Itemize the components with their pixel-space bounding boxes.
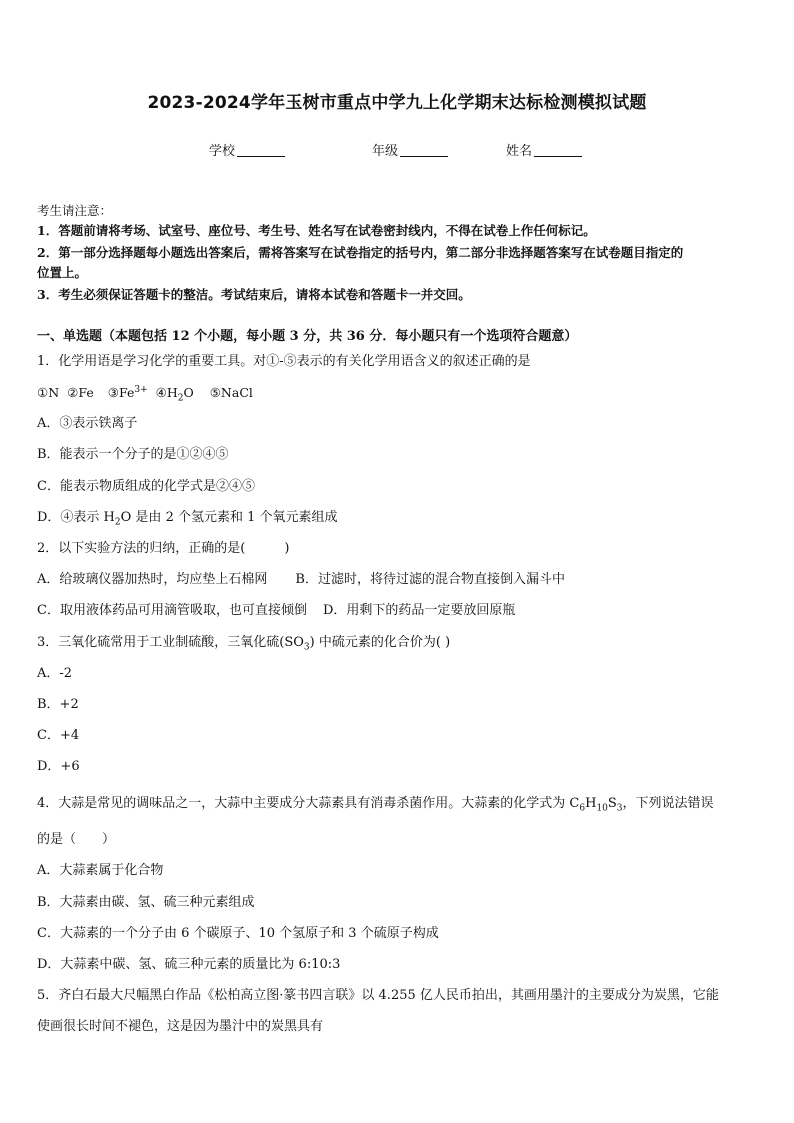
question-1-option-c: C．能表示物质组成的化学式是②④⑤ bbox=[37, 479, 255, 494]
question-4-stem-line-2: 的是（ ） bbox=[37, 832, 116, 847]
question-3-option-a: A．-2 bbox=[37, 666, 73, 681]
name-field bbox=[506, 140, 582, 159]
symbol-1: ①N bbox=[37, 385, 60, 400]
question-2-option-c: C．取用液体药品可用滴管吸取，也可直接倾倒 bbox=[37, 603, 307, 618]
name-label: 姓名 bbox=[506, 144, 533, 159]
question-2-option-d: D．用剩下的药品一定要放回原瓶 bbox=[322, 603, 516, 618]
question-3-option-b: B．+2 bbox=[37, 697, 79, 712]
question-1-symbols bbox=[37, 384, 758, 402]
school-field bbox=[209, 140, 285, 159]
notice-item-1: 1．答题前请将考场、试室号、座位号、考生号、姓名写在试卷密封线内，不得在试卷上作任何标记。 bbox=[37, 223, 596, 238]
symbol-2: ②Fe bbox=[67, 385, 94, 400]
question-1-option-a: A．③表示铁离子 bbox=[37, 416, 138, 431]
symbol-5: ⑤NaCl bbox=[209, 385, 253, 400]
question-2-option-a: A．给玻璃仪器加热时，均应垫上石棉网 bbox=[37, 572, 268, 587]
notice-item-2: 2．第一部分选择题每小题选出答案后，需将答案写在试卷指定的括号内，第二部分非选择题答案写在试卷题目指定的 bbox=[37, 245, 684, 260]
question-1-option-d: D．④表示 $H_2O$ 是由 2 个氢元素和 1 个氧元素组成 bbox=[37, 510, 338, 528]
question-3-stem: 3．三氧化硫常用于工业制硫酸，三氧化硫$(SO_3)$ 中硫元素的化合价为( ) bbox=[37, 635, 451, 653]
symbol-4: $④H_2O$ bbox=[155, 385, 194, 404]
question-2-options-ab bbox=[37, 571, 758, 589]
question-4-option-a: A．大蒜素属于化合物 bbox=[37, 863, 164, 878]
question-2-options-cd bbox=[37, 602, 758, 620]
symbol-3: $③Fe^{3+}$ bbox=[107, 384, 148, 400]
question-4-stem-line-1: 4．大蒜是常见的调味品之一，大蒜中主要成分大蒜素具有消毒杀菌作用。大蒜素的化学式为 $C_6H_{10}S_3$，下列说法错误 bbox=[37, 796, 714, 814]
question-1-option-b: B．能表示一个分子的是①②④⑤ bbox=[37, 447, 229, 462]
notice-item-2-cont: 位置上。 bbox=[37, 265, 88, 280]
question-3-option-c: C．+4 bbox=[37, 728, 80, 743]
grade-field bbox=[372, 140, 448, 159]
question-2-option-b: B．过滤时，将待过滤的混合物直接倒入漏斗中 bbox=[295, 572, 565, 587]
question-4-option-d: D．大蒜素中碳、氢、硫三种元素的质量比为 6:10:3 bbox=[37, 957, 341, 972]
question-3-option-d: D．+6 bbox=[37, 759, 80, 774]
notice-heading: 考生请注意： bbox=[37, 203, 113, 218]
grade-blank[interactable] bbox=[400, 144, 448, 157]
question-5-stem-line-1: 5．齐白石最大尺幅黑白作品《松柏高立图·篆书四言联》以 4.255 亿人民币拍出，其画用墨汁的主要成分为炭黑，它能 bbox=[37, 988, 719, 1003]
question-4-option-b: B．大蒜素由碳、氢、硫三种元素组成 bbox=[37, 895, 255, 910]
question-5-stem-line-2: 使画很长时间不褪色，这是因为墨汁中的炭黑具有 bbox=[37, 1019, 324, 1034]
name-blank[interactable] bbox=[534, 144, 582, 157]
grade-label: 年级 bbox=[372, 144, 399, 159]
exam-title: 2023-2024学年玉树市重点中学九上化学期末达标检测模拟试题 bbox=[147, 93, 647, 113]
notice-item-3: 3．考生必须保证答题卡的整洁。考试结束后，请将本试卷和答题卡一并交回。 bbox=[37, 287, 471, 302]
section-heading: 一、单选题（本题包括 12 个小题，每小题 3 分，共 36 分．每小题只有一个选项符合题意） bbox=[37, 329, 578, 344]
school-label: 学校 bbox=[209, 144, 236, 159]
question-4-option-c: C．大蒜素的一个分子由 6 个碳原子、10 个氢原子和 3 个硫原子构成 bbox=[37, 926, 439, 941]
question-2-stem: 2．以下实验方法的归纳，正确的是( ) bbox=[37, 541, 290, 556]
question-1-stem: 1．化学用语是学习化学的重要工具。对①-⑤表示的有关化学用语含义的叙述正确的是 bbox=[37, 354, 531, 369]
school-blank[interactable] bbox=[237, 144, 285, 157]
